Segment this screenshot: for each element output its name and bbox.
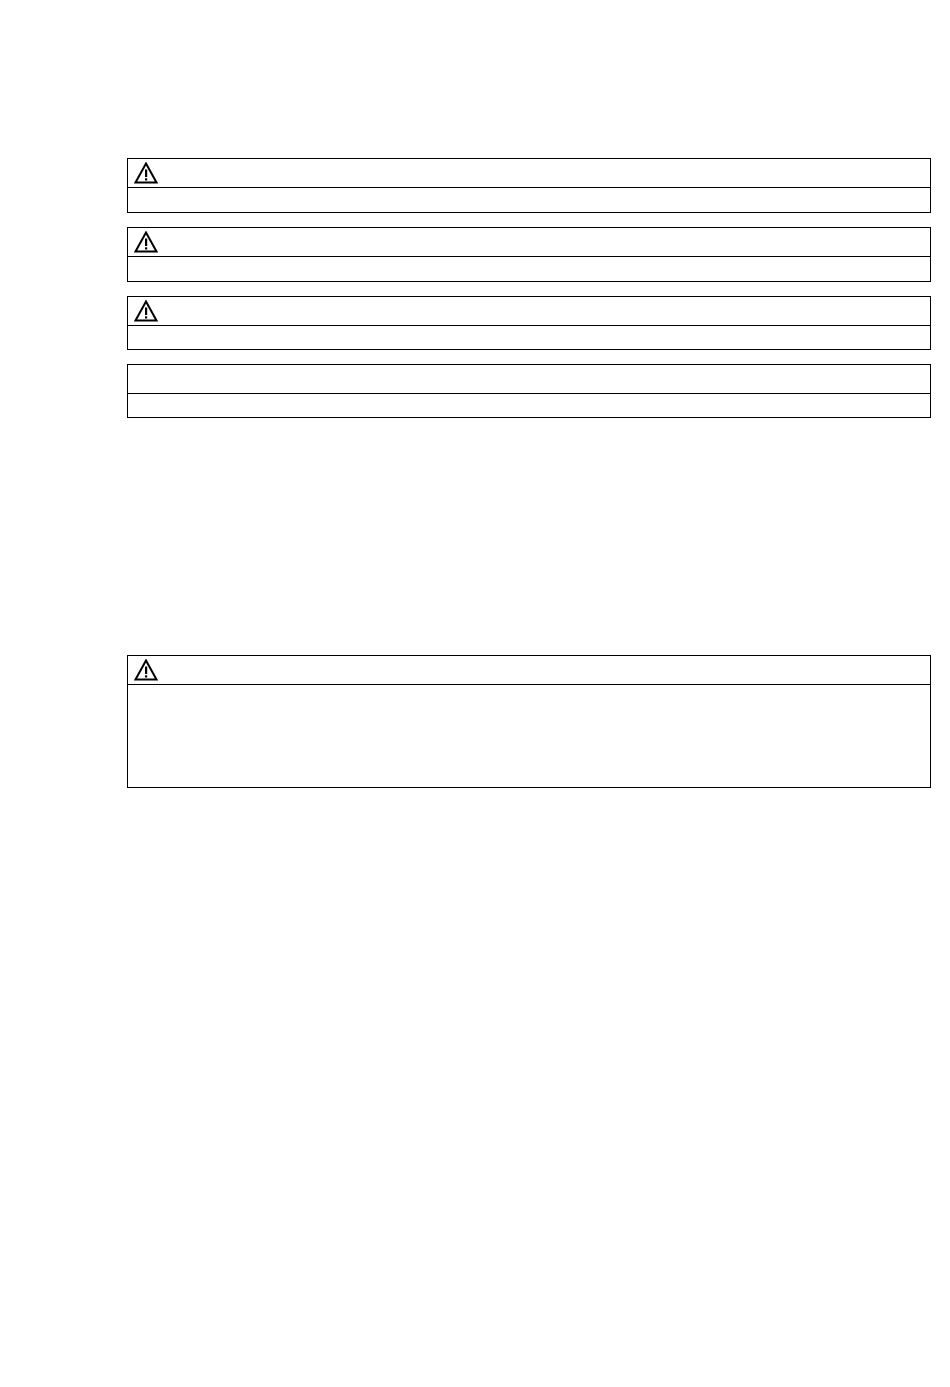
warning-triangle-icon <box>134 659 158 681</box>
notice-header <box>128 228 930 257</box>
safety-notice-1 <box>127 158 931 213</box>
warning-triangle-icon <box>134 162 158 184</box>
warning-triangle-icon <box>134 231 158 253</box>
notice-header <box>128 656 930 685</box>
notice-text <box>128 394 930 402</box>
notice-text <box>128 685 930 693</box>
notice-body <box>128 394 930 417</box>
safety-notice-2 <box>127 227 931 282</box>
notice-body <box>128 326 930 349</box>
notice-header <box>128 365 930 394</box>
safety-notice-3 <box>127 296 931 350</box>
safety-notice-5 <box>127 655 931 788</box>
notice-body <box>128 188 930 212</box>
notice-body <box>128 685 930 787</box>
notice-text <box>128 326 930 334</box>
safety-notice-4 <box>127 364 931 418</box>
notice-body <box>128 257 930 281</box>
notice-header <box>128 297 930 326</box>
notice-header <box>128 159 930 188</box>
notice-text <box>128 188 930 196</box>
warning-triangle-icon <box>134 300 158 322</box>
notice-text <box>128 257 930 265</box>
